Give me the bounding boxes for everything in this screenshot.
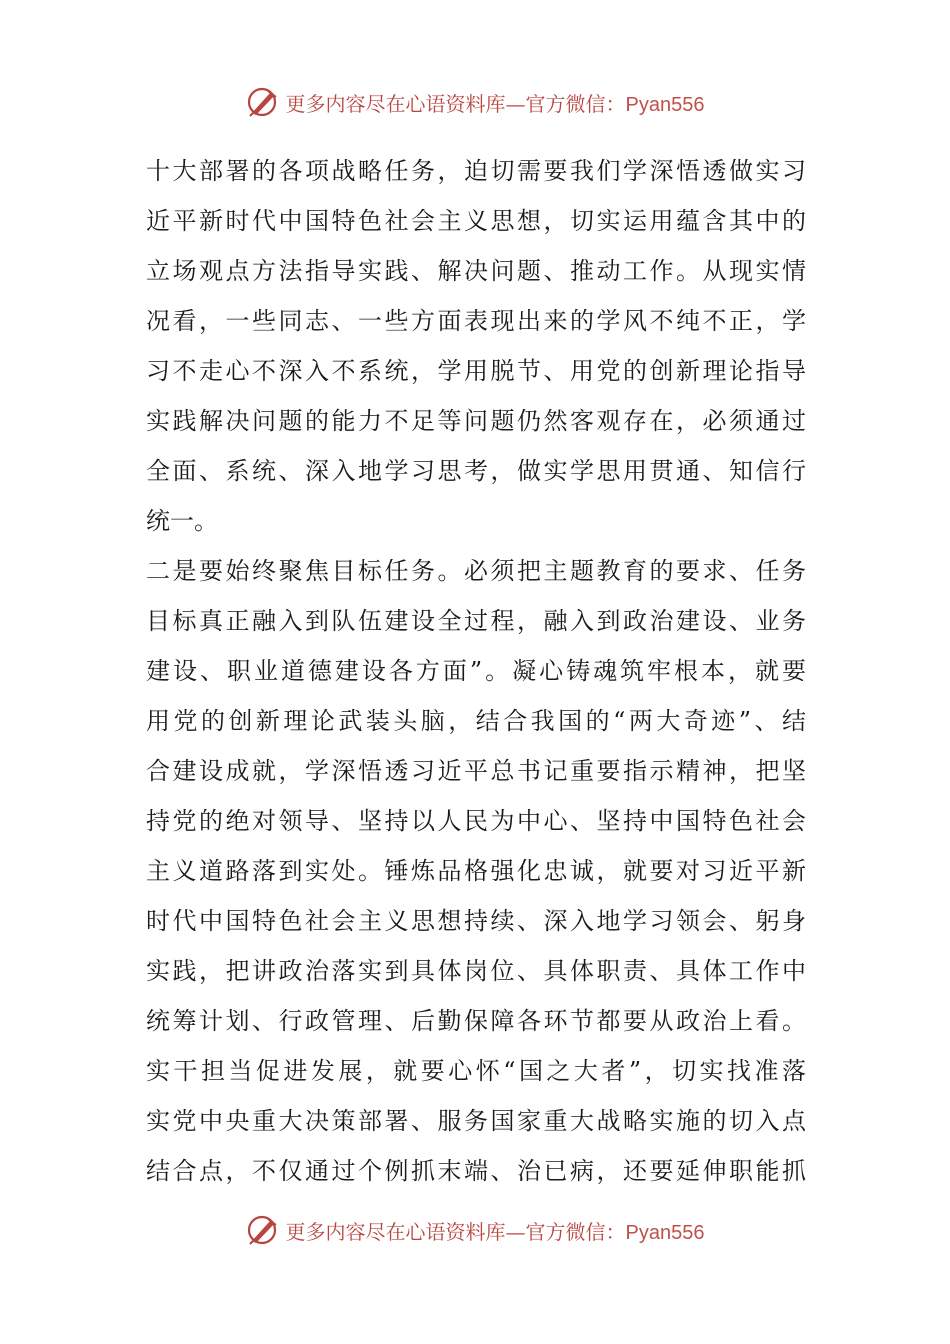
footer-banner xyxy=(0,1210,950,1250)
body-line: 建设、职业道德建设各方面”。凝心铸魂筑牢根本，就要 xyxy=(146,657,806,685)
body-line: 实践解决问题的能力不足等问题仍然客观存在，必须通过 xyxy=(146,407,806,435)
body-line: 结合点，不仅通过个例抓末端、治已病，还要延伸职能抓 xyxy=(146,1157,806,1185)
pen-logo-icon xyxy=(246,85,280,119)
body-line: 况看，一些同志、一些方面表现出来的学风不纯不正，学 xyxy=(146,307,806,335)
body-line: 用党的创新理论武装头脑，结合我国的“两大奇迹”、结 xyxy=(146,707,806,735)
body-line: 习不走心不深入不系统，学用脱节、用党的创新理论指导 xyxy=(146,357,806,385)
header-banner-text xyxy=(286,88,705,117)
header-banner-label: 更多内容尽在心语资料库—官方微信： xyxy=(285,91,626,116)
pen-logo-icon xyxy=(246,1213,280,1247)
body-line: 时代中国特色社会主义思想持续、深入地学习领会、躬身 xyxy=(146,907,806,935)
footer-banner-text xyxy=(286,1216,705,1245)
body-line: 统一。 xyxy=(146,507,218,535)
footer-banner-label: 更多内容尽在心语资料库—官方微信： xyxy=(285,1219,626,1244)
header-banner xyxy=(0,82,950,122)
body-line: 合建设成就，学深悟透习近平总书记重要指示精神，把坚 xyxy=(146,757,806,785)
body-line: 实党中央重大决策部署、服务国家重大战略实施的切入点 xyxy=(146,1107,806,1135)
body-line: 持党的绝对领导、坚持以人民为中心、坚持中国特色社会 xyxy=(146,807,806,835)
header-wechat-id: Pyan556 xyxy=(625,93,705,116)
body-line: 立场观点方法指导实践、解决问题、推动工作。从现实情 xyxy=(146,257,806,285)
body-line: 实践，把讲政治落实到具体岗位、具体职责、具体工作中 xyxy=(146,957,806,985)
body-line: 二是要始终聚焦目标任务。必须把主题教育的要求、任务 xyxy=(146,557,806,585)
body-line: 目标真正融入到队伍建设全过程，融入到政治建设、业务 xyxy=(146,607,806,635)
body-line: 主义道路落到实处。锤炼品格强化忠诚，就要对习近平新 xyxy=(146,857,806,885)
body-line: 实干担当促进发展，就要心怀“国之大者”，切实找准落 xyxy=(146,1057,806,1085)
document-body xyxy=(146,146,806,1196)
body-line: 统筹计划、行政管理、后勤保障各环节都要从政治上看。 xyxy=(146,1007,806,1035)
footer-wechat-id: Pyan556 xyxy=(625,1221,705,1244)
body-line: 近平新时代中国特色社会主义思想，切实运用蕴含其中的 xyxy=(146,207,806,235)
body-line: 十大部署的各项战略任务，迫切需要我们学深悟透做实习 xyxy=(146,157,806,185)
body-line: 全面、系统、深入地学习思考，做实学思用贯通、知信行 xyxy=(146,457,806,485)
